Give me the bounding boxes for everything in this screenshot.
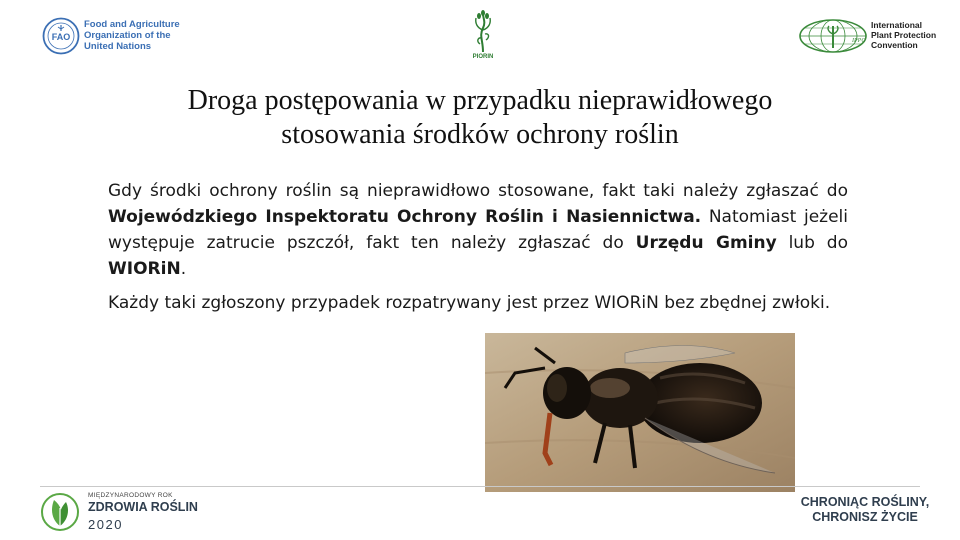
ippc-name-line: International <box>871 20 923 30</box>
slogan-line: CHRONISZ ŻYCIE <box>812 510 918 524</box>
body-paragraph: Każdy taki zgłoszony przypadek rozpatrywany jest przez WIORiN bez zbędnej zwłoki. <box>108 293 831 313</box>
footer-divider <box>40 486 920 487</box>
body-bold-text: WIORiN <box>108 259 181 279</box>
slogan-line: CHRONIĄC ROŚLINY, <box>800 495 930 509</box>
body-text: Natomiast jeżeli występuje zatrucie pszczół, fakt ten należy zgłaszać do <box>108 207 848 253</box>
piorin-label: PIORIN <box>472 54 494 60</box>
body-bold-text: Urzędu Gminy <box>635 233 777 253</box>
fao-name-line: United Nations <box>84 41 152 52</box>
fao-logo <box>42 17 80 55</box>
slide-title <box>60 84 900 152</box>
ippc-logo <box>798 18 868 54</box>
piorin-logo <box>470 10 496 54</box>
ippc-name-line: Plant Protection <box>871 30 937 40</box>
body-text: lub do <box>776 233 848 253</box>
ippc-name <box>871 20 936 50</box>
iyph-small-label: MIĘDZYNARODOWY ROK <box>88 492 173 499</box>
fao-name <box>84 19 180 52</box>
body-text: . <box>180 259 187 279</box>
ippc-name-line: Convention <box>871 40 918 50</box>
ippc-emblem-text: IPPC <box>852 38 866 44</box>
slide-title-line: stosowania środków ochrony roślin <box>281 119 679 150</box>
fao-name-line: Organization of the <box>84 30 171 41</box>
iyph-year: 2020 <box>88 517 123 532</box>
iyph-main-label: ZDROWIA ROŚLIN <box>88 500 198 514</box>
body-text: Gdy środki ochrony roślin są nieprawidłowo stosowane, fakt taki należy zgłaszać do <box>108 181 848 201</box>
slide-title-line: Droga postępowania w przypadku nieprawidłowego <box>187 85 773 116</box>
slide-body <box>108 178 848 324</box>
fao-name-line: Food and Agriculture <box>84 19 180 30</box>
svg-text:FAO: FAO <box>51 32 71 42</box>
body-bold-text: Wojewódzkiego Inspektoratu Ochrony Roślin i Nasiennictwa. <box>108 207 702 227</box>
slogan <box>790 495 940 525</box>
iyph-logo <box>40 492 80 532</box>
bee-photo <box>485 333 795 492</box>
body-paragraph <box>108 178 848 282</box>
